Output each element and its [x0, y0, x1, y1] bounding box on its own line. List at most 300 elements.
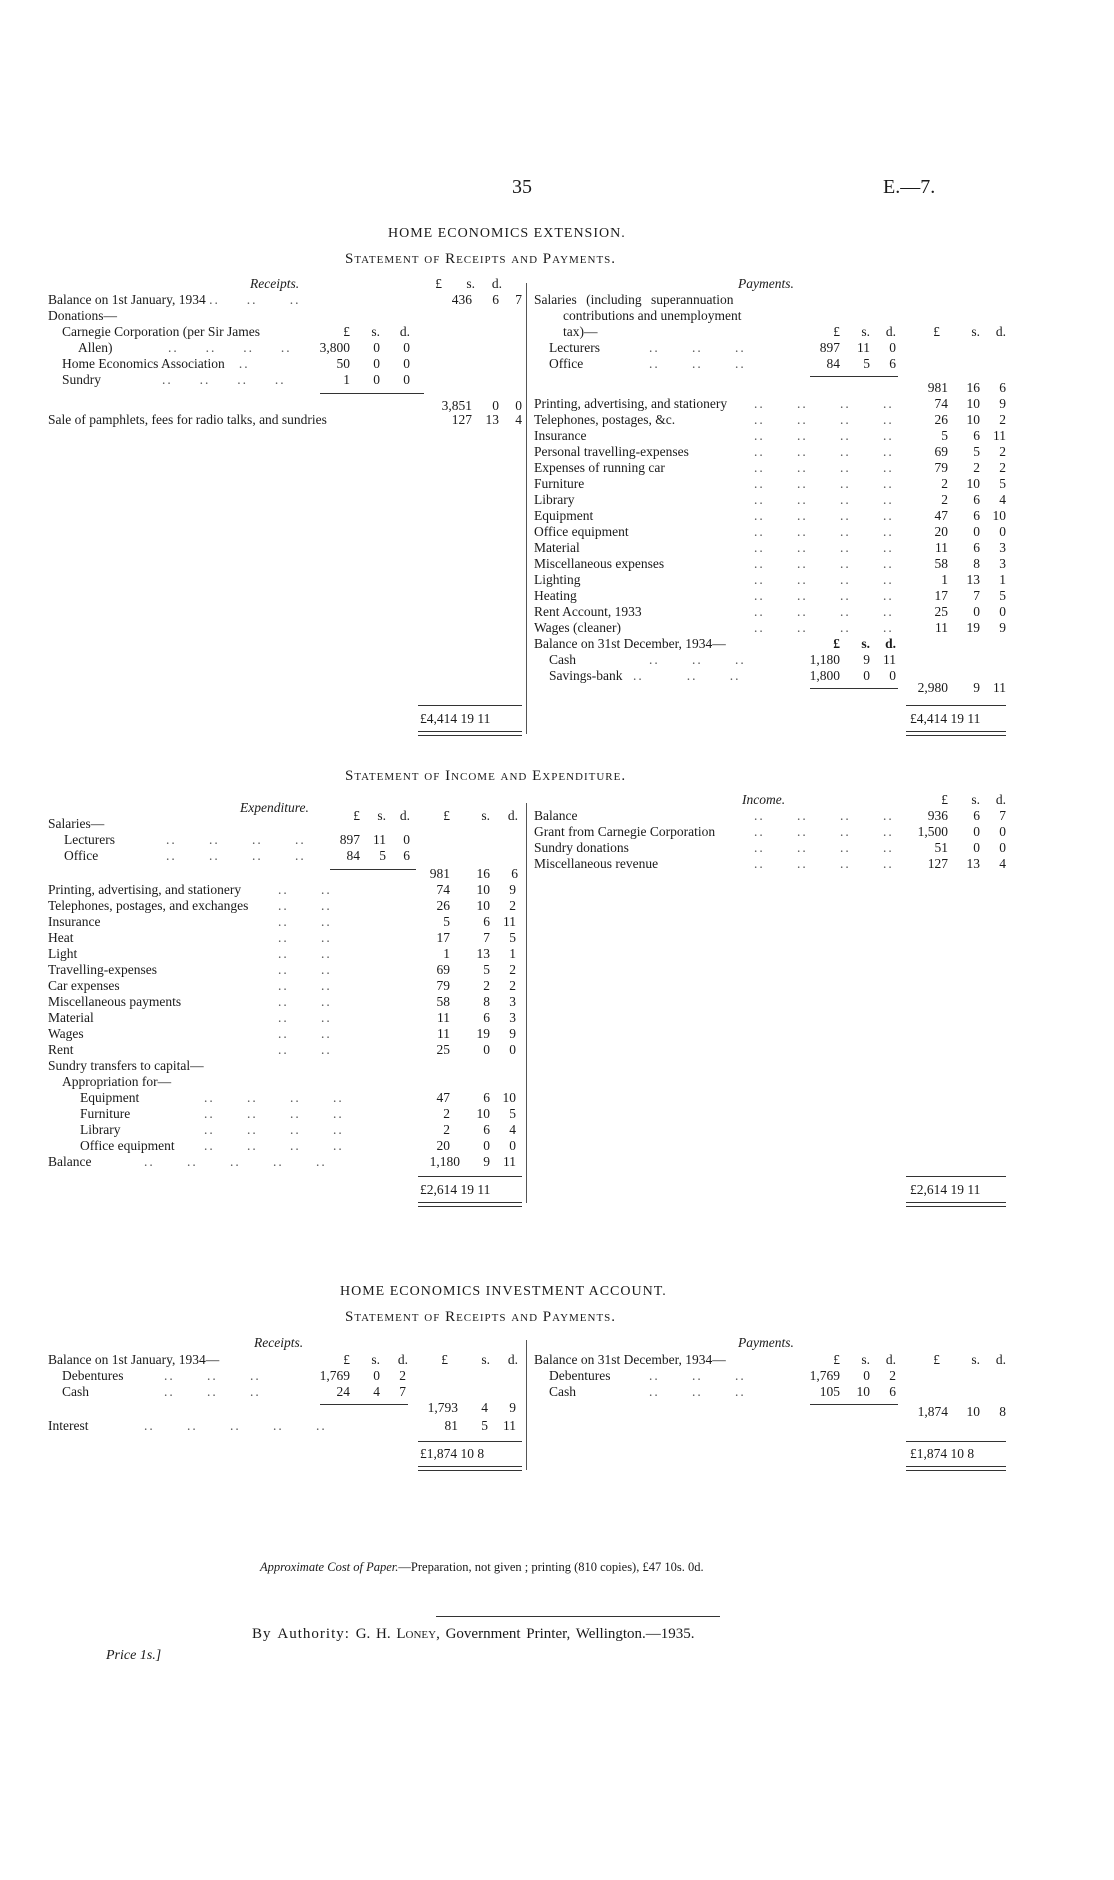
inc-total: £2,614 19 11	[910, 1182, 981, 1197]
amount-d: 10	[992, 508, 1006, 523]
appropriation-row-label: Furniture	[80, 1106, 131, 1121]
inv-rec-debentures-label: Debentures	[62, 1368, 124, 1383]
pence-symbol: d.	[995, 324, 1006, 339]
amount-l: 84	[346, 848, 360, 863]
amount-s: 0	[973, 824, 980, 839]
amount-d: 6	[889, 356, 896, 371]
leader-dots: .. ..	[278, 978, 332, 993]
leader-dots: .. .. .. ..	[204, 1106, 344, 1121]
shilling-symbol: s.	[861, 1352, 870, 1367]
amount-d: 0	[999, 824, 1006, 839]
amount-l: 81	[444, 1418, 458, 1433]
leader-dots: .. .. .. ..	[754, 540, 894, 555]
amount-s: 8	[973, 556, 980, 571]
amount-s: 11	[857, 340, 870, 355]
expenditure-row	[48, 978, 528, 994]
amount-s: 2	[973, 460, 980, 475]
amount-s: 13	[476, 946, 490, 961]
amount-s: 10	[966, 412, 980, 427]
pay-office-row: Office .. .. .. 84 5 6	[549, 356, 896, 371]
amount-l: 74	[934, 396, 948, 411]
payments-heading: Payments.	[738, 276, 794, 291]
amount-s: 7	[973, 588, 980, 603]
payment-row	[534, 428, 1014, 444]
leader-dots: .. .. .. ..	[754, 840, 894, 855]
payment-row-label: Library	[534, 492, 575, 507]
amount-s: 10	[476, 898, 490, 913]
authority-line	[252, 1626, 695, 1643]
amount-l: 50	[336, 356, 350, 371]
amount-l: 1	[443, 946, 450, 961]
hea-label: Home Economics Association	[62, 356, 225, 371]
amount-l: 25	[436, 1042, 450, 1057]
pound-symbol: £	[833, 1352, 840, 1367]
amount-l: 897	[819, 340, 840, 355]
shilling-symbol: s.	[971, 1352, 980, 1367]
shilling-symbol: s.	[971, 792, 980, 807]
amount-s: 16	[966, 380, 980, 395]
transfers-label: Sundry transfers to capital—	[48, 1058, 204, 1073]
leader-dots: .. .. .. ..	[754, 556, 894, 571]
amount-s: 4	[481, 1400, 488, 1415]
expenditure-row-label: Material	[48, 1010, 94, 1025]
expenditure-row	[48, 1042, 528, 1058]
appropriation-row	[80, 1138, 530, 1154]
pound-symbol: £	[833, 636, 840, 651]
payment-row-label: Insurance	[534, 428, 587, 443]
amount-s: 6	[973, 808, 980, 823]
amount-l: 1	[941, 572, 948, 587]
amount-d: 11	[503, 914, 516, 929]
inv-pay-total: £1,874 10 8	[910, 1446, 975, 1461]
amount-l: 1	[343, 372, 350, 387]
amount-s: 6	[973, 508, 980, 523]
sundry-row: Sundry .. .. .. .. 1 0 0	[62, 372, 410, 387]
inv-pay-debentures-label: Debentures	[549, 1368, 611, 1383]
amount-d: 2	[509, 962, 516, 977]
pay-office-label: Office	[549, 356, 584, 371]
pay-lecturers-label: Lecturers	[549, 340, 600, 355]
leader-dots: .. .. .. ..	[754, 824, 894, 839]
inv-pay-cur-outer	[910, 1352, 1010, 1368]
rule	[810, 688, 898, 689]
expenditure-row-label: Heat	[48, 930, 74, 945]
pence-symbol: d.	[995, 1352, 1006, 1367]
exp-cur-header-outer	[420, 808, 520, 824]
leader-dots: .. .. .. ..	[204, 1090, 344, 1105]
amount-s: 7	[483, 930, 490, 945]
payment-row-label: Material	[534, 540, 580, 555]
amount-d: 5	[999, 588, 1006, 603]
amount-l: 1,769	[809, 1368, 840, 1383]
shilling-symbol: s.	[371, 1352, 380, 1367]
shilling-symbol: s.	[481, 1352, 490, 1367]
amount-s: 6	[483, 1122, 490, 1137]
pound-symbol: £	[933, 324, 940, 339]
inc-cur-header	[910, 792, 1010, 808]
appropriation-label: Appropriation for—	[62, 1074, 172, 1089]
amount-d: 5	[999, 476, 1006, 491]
amount-l: 11	[437, 1026, 450, 1041]
amount-l: 74	[436, 882, 450, 897]
amount-s: 11	[373, 832, 386, 847]
appropriation-row-label: Library	[80, 1122, 121, 1137]
amount-s: 10	[476, 1106, 490, 1121]
appropriation-row	[80, 1106, 530, 1122]
amount-s: 13	[485, 412, 499, 427]
amount-d: 7	[515, 292, 522, 307]
inv-pay-cash-row: Cash .. .. .. 105 10 6	[549, 1384, 896, 1399]
amount-l: 5	[443, 914, 450, 929]
sale-label: Sale of pamphlets, fees for radio talks, and sundries	[48, 412, 327, 427]
double-rule	[906, 731, 1006, 736]
amount-l: 5	[941, 428, 948, 443]
cost-label: Approximate Cost of Paper.	[260, 1560, 399, 1574]
amount-d: 0	[509, 1042, 516, 1057]
pence-symbol: d.	[507, 1352, 518, 1367]
pound-symbol: £	[941, 792, 948, 807]
appropriation-row	[80, 1122, 530, 1138]
cost-text: —Preparation, not given ; printing (810 copies), £47 10s. 0d.	[398, 1560, 704, 1574]
income-row	[534, 808, 1014, 824]
amount-d: 10	[502, 1090, 516, 1105]
leader-dots: .. .. .. ..	[754, 856, 894, 871]
amount-s: 6	[483, 1010, 490, 1025]
amount-d: 0	[403, 372, 410, 387]
pence-symbol: d.	[885, 1352, 896, 1367]
amount-l: 25	[934, 604, 948, 619]
payment-row-label: Office equipment	[534, 524, 629, 539]
amount-s: 19	[476, 1026, 490, 1041]
rule	[436, 1616, 720, 1617]
amount-s: 0	[863, 1368, 870, 1383]
expenditure-row-label: Telephones, postages, and exchanges	[48, 898, 249, 913]
payment-row	[534, 540, 1014, 556]
income-heading: Income.	[742, 792, 786, 807]
amount-l: 897	[339, 832, 360, 847]
appropriation-row-label: Equipment	[80, 1090, 140, 1105]
amount-s: 0	[373, 340, 380, 355]
amount-s: 10	[966, 476, 980, 491]
amount-s: 0	[373, 372, 380, 387]
amount-l: 17	[436, 930, 450, 945]
amount-l: 20	[436, 1138, 450, 1153]
amount-s: 5	[379, 848, 386, 863]
authority-rest: Government Printer, Wellington.—1935.	[445, 1626, 695, 1642]
payment-row-label: Wages (cleaner)	[534, 620, 621, 635]
carnegie-row: Allen) .. .. .. .. 3,800 0 0	[78, 340, 410, 355]
amount-l: 58	[436, 994, 450, 1009]
leader-dots: .. .. .. ..	[754, 396, 894, 411]
hea-row: Home Economics Association .. 50 0 0	[62, 356, 410, 371]
receipt-balance-label: Balance on 1st January, 1934	[48, 292, 206, 307]
pay-cash-row: Cash .. .. .. 1,180 9 11	[549, 652, 896, 667]
inv-receipts-heading: Receipts.	[254, 1335, 304, 1350]
amount-l: 26	[436, 898, 450, 913]
rule	[320, 393, 424, 394]
income-row-label: Balance	[534, 808, 578, 823]
amount-d: 3	[999, 540, 1006, 555]
inv-interest-label: Interest	[48, 1418, 89, 1433]
section-title-investment: HOME ECONOMICS INVESTMENT ACCOUNT.	[340, 1284, 667, 1299]
amount-s: 5	[863, 356, 870, 371]
amount-s: 4	[373, 1384, 380, 1399]
amount-d: 9	[999, 396, 1006, 411]
amount-s: 6	[492, 292, 499, 307]
ie-title: Statement of Income and Expenditure.	[345, 768, 627, 784]
expenditure-row-label: Insurance	[48, 914, 101, 929]
column-divider	[526, 283, 527, 734]
payment-row	[534, 620, 1014, 636]
pay-balance-total	[910, 680, 1010, 696]
payment-row	[534, 492, 1014, 508]
income-row	[534, 840, 1014, 856]
leader-dots: .. .. .. ..	[754, 508, 894, 523]
income-row	[534, 856, 1014, 872]
amount-s: 0	[973, 604, 980, 619]
payment-row	[534, 460, 1014, 476]
amount-l: 79	[436, 978, 450, 993]
expenditure-row	[48, 1010, 528, 1026]
amount-d: 11	[503, 1418, 516, 1433]
leader-dots: .. ..	[278, 1010, 332, 1025]
expenditure-row-label: Light	[48, 946, 78, 961]
amount-d: 0	[403, 356, 410, 371]
shilling-symbol: s.	[466, 276, 475, 291]
amount-s: 5	[973, 444, 980, 459]
amount-l: 2	[443, 1106, 450, 1121]
sale-row	[48, 412, 522, 428]
amount-s: 0	[492, 398, 499, 413]
leader-dots: .. .. .. ..	[754, 620, 894, 635]
pay-lecturers-row: Lecturers .. .. .. 897 11 0	[549, 340, 896, 355]
amount-l: 105	[819, 1384, 840, 1399]
income-row-label: Sundry donations	[534, 840, 629, 855]
rule	[330, 869, 416, 870]
receipts-heading: Receipts.	[250, 276, 300, 291]
expenditure-row-label: Printing, advertising, and stationery	[48, 882, 242, 897]
shilling-symbol: s.	[861, 324, 870, 339]
amount-d: 0	[515, 398, 522, 413]
carnegie-line-2: Allen)	[78, 340, 113, 355]
payment-row-label: Miscellaneous expenses	[534, 556, 665, 571]
rp-title-investment: Statement of Receipts and Payments.	[345, 1309, 617, 1325]
inv-payments-heading: Payments.	[738, 1335, 794, 1350]
amount-d: 3	[999, 556, 1006, 571]
payment-row-label: Expenses of running car	[534, 460, 665, 475]
amount-l: 79	[934, 460, 948, 475]
amount-l: 936	[927, 808, 948, 823]
amount-d: 7	[999, 808, 1006, 823]
expenditure-row-label: Travelling-expenses	[48, 962, 157, 977]
pound-symbol: £	[343, 324, 350, 339]
leader-dots: .. ..	[278, 898, 332, 913]
amount-l: 69	[436, 962, 450, 977]
amount-s: 0	[483, 1042, 490, 1057]
exp-office-label: Office	[64, 848, 99, 863]
exp-lecturers-row: Lecturers .. .. .. .. 897 11 0	[64, 832, 410, 847]
leader-dots: .. .. .. ..	[754, 572, 894, 587]
expenditure-row	[48, 898, 528, 914]
pence-symbol: d.	[491, 276, 502, 291]
amount-d: 6	[889, 1384, 896, 1399]
amount-s: 10	[966, 1404, 980, 1419]
salaries-line-3: tax)—	[563, 324, 598, 339]
amount-d: 2	[999, 444, 1006, 459]
expenditure-row-label: Rent	[48, 1042, 74, 1057]
leader-dots: .. .. .. ..	[754, 412, 894, 427]
pay-cur-header-outer	[910, 324, 1010, 340]
inv-rec-cur-outer	[420, 1352, 520, 1368]
amount-d: 4	[509, 1122, 516, 1137]
amount-l: 3,851	[441, 398, 472, 413]
inv-rec-balance-label: Balance on 1st January, 1934—	[48, 1352, 220, 1367]
amount-l: 84	[826, 356, 840, 371]
pence-symbol: d.	[507, 808, 518, 823]
double-rule	[418, 731, 522, 736]
price: Price 1s.]	[106, 1648, 162, 1663]
income-row-label: Miscellaneous revenue	[534, 856, 659, 871]
amount-s: 16	[476, 866, 490, 881]
exp-total: £2,614 19 11	[420, 1182, 491, 1197]
amount-l: 1,874	[917, 1404, 948, 1419]
rule	[906, 1176, 1006, 1177]
amount-s: 0	[973, 524, 980, 539]
amount-l: 69	[934, 444, 948, 459]
amount-d: 11	[993, 680, 1006, 695]
amount-d: 1	[509, 946, 516, 961]
amount-l: 127	[927, 856, 948, 871]
section-title-extension: HOME ECONOMICS EXTENSION.	[388, 226, 626, 241]
amount-d: 3	[509, 994, 516, 1009]
cur-header	[420, 276, 520, 292]
exp-office-row: Office .. .. .. .. 84 5 6	[64, 848, 410, 863]
inv-pay-cur-inner	[800, 1352, 900, 1368]
pound-symbol: £	[833, 324, 840, 339]
amount-l: 2	[941, 476, 948, 491]
amount-d: 0	[999, 524, 1006, 539]
payment-row	[534, 476, 1014, 492]
amount-s: 9	[863, 652, 870, 667]
payment-row	[534, 412, 1014, 428]
payment-row	[534, 572, 1014, 588]
authority-name: G. H. Loney,	[355, 1626, 440, 1642]
pay-savings-row: Savings-bank .. .. .. 1,800 0 0	[549, 668, 896, 683]
amount-d: 2	[399, 1368, 406, 1383]
rule	[906, 705, 1006, 706]
amount-s: 5	[483, 962, 490, 977]
amount-d: 0	[403, 832, 410, 847]
amount-d: 7	[399, 1384, 406, 1399]
inv-rec-cur-inner	[320, 1352, 420, 1368]
amount-s: 0	[973, 840, 980, 855]
pound-symbol: £	[443, 808, 450, 823]
pay-salaries-total	[910, 380, 1010, 396]
exp-salaries-label: Salaries—	[48, 816, 105, 831]
pound-symbol: £	[441, 1352, 448, 1367]
expenditure-row	[48, 882, 528, 898]
leader-dots: .. .. .. ..	[754, 428, 894, 443]
payments-total: £4,414 19 11	[910, 711, 981, 726]
leader-dots: .. .. .. ..	[754, 524, 894, 539]
leader-dots: .. .. .. ..	[204, 1122, 344, 1137]
amount-s: 0	[373, 1368, 380, 1383]
amount-l: 2	[443, 1122, 450, 1137]
expenditure-heading: Expenditure.	[240, 800, 309, 815]
donations-cur-header	[320, 324, 420, 340]
amount-d: 5	[509, 1106, 516, 1121]
page-number: 35	[512, 176, 532, 198]
payment-row-label: Printing, advertising, and stationery	[534, 396, 728, 411]
pay-balance-cur-header	[800, 636, 900, 652]
column-divider	[526, 803, 527, 1203]
cost-note	[260, 1560, 704, 1575]
pence-symbol: d.	[399, 808, 410, 823]
amount-d: 2	[999, 460, 1006, 475]
payment-row-label: Rent Account, 1933	[534, 604, 642, 619]
amount-l: 1,500	[917, 824, 948, 839]
amount-l: 1,800	[809, 668, 840, 683]
amount-d: 1	[999, 572, 1006, 587]
payment-row	[534, 604, 1014, 620]
amount-s: 9	[483, 1154, 490, 1169]
expenditure-row-label: Miscellaneous payments	[48, 994, 182, 1009]
amount-l: 47	[934, 508, 948, 523]
shilling-symbol: s.	[371, 324, 380, 339]
income-row	[534, 824, 1014, 840]
leader-dots: .. .. .. ..	[754, 808, 894, 823]
payment-row-label: Personal travelling-expenses	[534, 444, 689, 459]
pay-savings-label: Savings-bank	[549, 668, 623, 683]
pence-symbol: d.	[885, 324, 896, 339]
exp-salaries-total	[420, 866, 520, 882]
amount-d: 0	[999, 840, 1006, 855]
leader-dots: .. .. .. ..	[754, 492, 894, 507]
pound-symbol: £	[343, 1352, 350, 1367]
page-reference: E.—7.	[883, 176, 936, 198]
amount-d: 8	[999, 1404, 1006, 1419]
amount-l: 24	[336, 1384, 350, 1399]
amount-s: 0	[483, 1138, 490, 1153]
pence-symbol: d.	[995, 792, 1006, 807]
leader-dots: .. ..	[278, 930, 332, 945]
inv-rec-total: £1,874 10 8	[420, 1446, 485, 1461]
double-rule	[906, 1466, 1006, 1471]
amount-l: 1,769	[319, 1368, 350, 1383]
payment-row-label: Equipment	[534, 508, 594, 523]
amount-l: 127	[451, 412, 472, 427]
inv-rec-debentures-row: Debentures .. .. .. 1,769 0 2	[62, 1368, 406, 1383]
amount-d: 0	[889, 340, 896, 355]
rule	[906, 1441, 1006, 1442]
payment-row-label: Furniture	[534, 476, 585, 491]
amount-d: 2	[889, 1368, 896, 1383]
amount-l: 436	[451, 292, 472, 307]
amount-d: 4	[999, 856, 1006, 871]
amount-d: 11	[993, 428, 1006, 443]
rule	[418, 1441, 522, 1442]
donations-label: Donations—	[48, 308, 117, 323]
amount-l: 17	[934, 588, 948, 603]
shilling-symbol: s.	[481, 808, 490, 823]
amount-d: 9	[999, 620, 1006, 635]
expenditure-row-label: Car expenses	[48, 978, 120, 993]
salaries-line-1: Salaries (including superannuation	[534, 292, 734, 307]
leader-dots: .. .. .. ..	[754, 460, 894, 475]
inv-interest-row: Interest .. .. .. .. .. 81 5 11	[48, 1418, 516, 1433]
payment-row	[534, 524, 1014, 540]
shilling-symbol: s.	[971, 324, 980, 339]
